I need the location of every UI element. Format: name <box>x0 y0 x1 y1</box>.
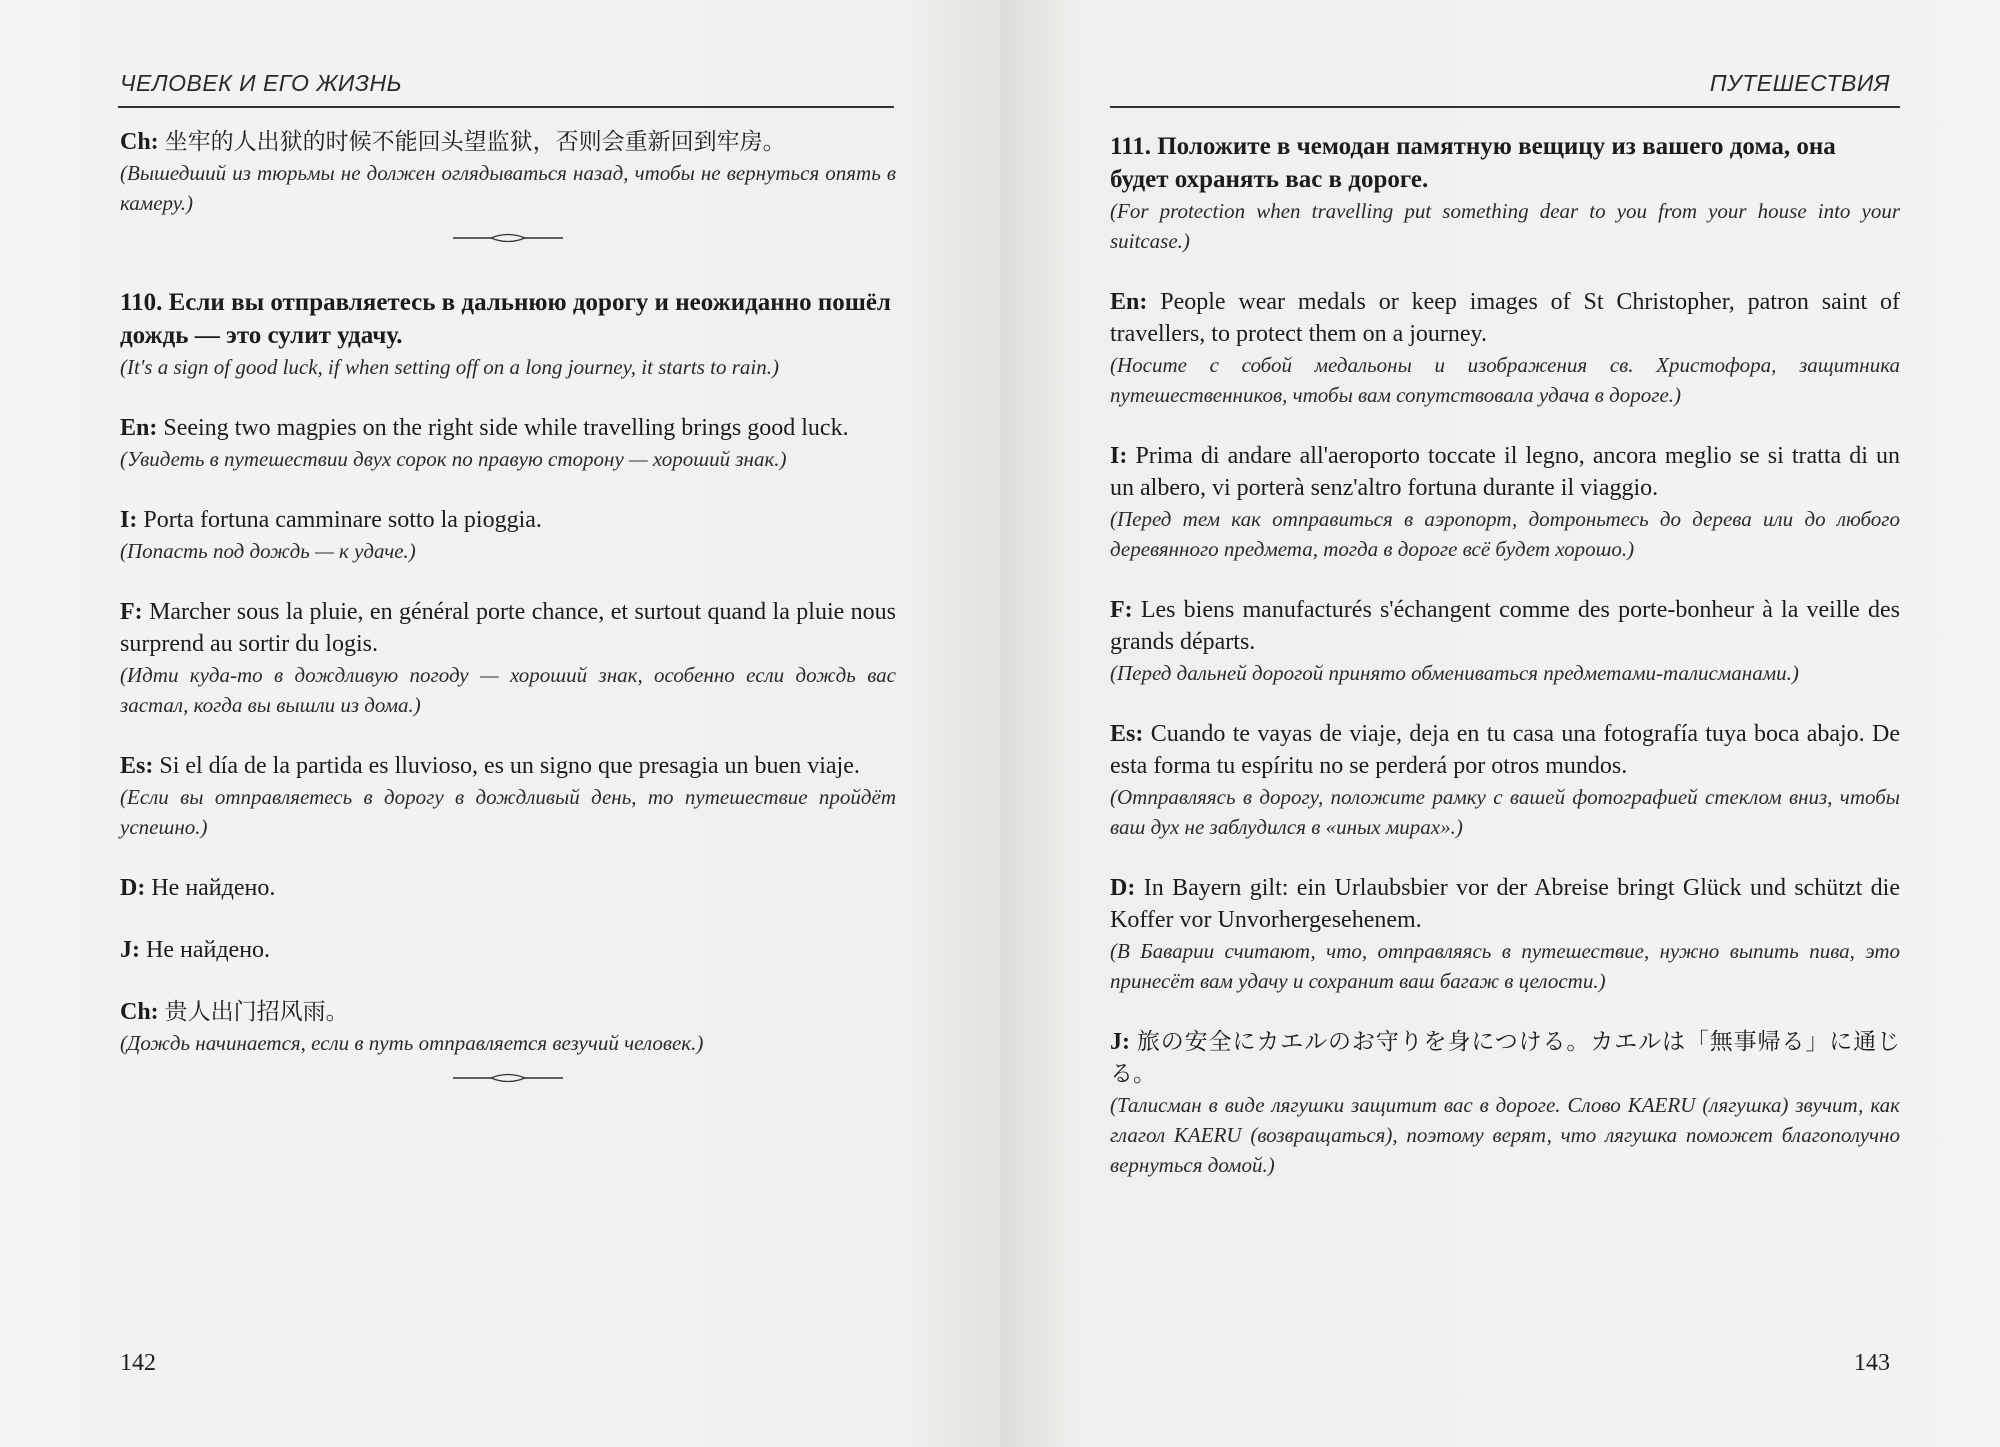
item-text: Cuando te vayas de viaje, deja en tu casa una fotografía tuya boca abajo. De esta forma tu espíritu no se perderá por otros mundos. <box>1110 721 1901 779</box>
entry-heading: 110. Если вы отправляетесь в дальнюю дорогу и неожиданно пошёл дождь — это сулит удачу. <box>120 289 891 349</box>
entry-text: 坐牢的人出狱的时候不能回头望监狱，否则会重新回到牢房。 <box>164 129 786 155</box>
item-text: Не найдено. <box>151 875 276 901</box>
item-zh <box>120 996 896 1058</box>
language-code: F: <box>120 599 143 625</box>
item-translation: (Идти куда-то в дождливую погоду — хороший знак, особенно если дождь вас застал, когда вы вышли из дома.) <box>120 663 896 717</box>
language-code: Ch: <box>120 999 159 1025</box>
language-code: J: <box>1110 1029 1130 1055</box>
item-translation: (Попасть под дождь — к удаче.) <box>120 539 416 563</box>
ornament-divider <box>120 1070 896 1086</box>
header-rule <box>118 106 894 108</box>
language-code: Ch: <box>120 129 159 155</box>
item-translation: (Отправляясь в дорогу, положите рамку с вашей фотографией стеклом вниз, чтобы ваш дух не заблудился в «иных мирах».) <box>1110 785 1900 839</box>
item-translation: (Талисман в виде лягушки защитит вас в дороге. Слово KAERU (лягушка) звучит, как глагол KAERU (возвращаться), поэтому верят, что лягушка поможет благополучно вернуться домой.) <box>1110 1093 1900 1177</box>
left-page-content <box>120 126 896 1126</box>
language-code: F: <box>1110 597 1133 623</box>
entry-111-header <box>1110 130 1900 256</box>
item-es <box>120 750 896 842</box>
language-code: En: <box>120 415 158 441</box>
item-text: 贵人出门招风雨。 <box>164 999 349 1025</box>
item-text: Si el día de la partida es lluvioso, es un signo que presagia un buen viaje. <box>159 753 860 779</box>
item-translation: (Увидеть в путешествии двух сорок по правую сторону — хороший знак.) <box>120 447 787 471</box>
item-fr <box>120 596 896 720</box>
entry-translation: (Вышедший из тюрьмы не должен оглядываться назад, чтобы не вернуться опять в камеру.) <box>120 161 896 215</box>
item-translation: (В Баварии считают, что, отправляясь в путешествие, нужно выпить пива, это принесёт вам удачу и сохранит ваш багаж в целости.) <box>1110 939 1900 993</box>
item-text: Не найдено. <box>146 937 271 963</box>
entry-heading: 111. Положите в чемодан памятную вещицу из вашего дома, она будет охранять вас в дороге. <box>1110 133 1836 193</box>
running-head: ЧЕЛОВЕК И ЕГО ЖИЗНЬ <box>120 70 403 96</box>
item-translation: (Дождь начинается, если в путь отправляется везучий человек.) <box>120 1031 704 1055</box>
item-text: Marcher sous la pluie, en général porte chance, et surtout quand la pluie nous surprend au sortir du logis. <box>120 599 897 657</box>
item-it <box>1110 440 1900 564</box>
language-code: Es: <box>120 753 154 779</box>
item-text: 旅の安全にカエルのお守りを身につける。カエルは「無事帰る」に通じる。 <box>1110 1029 1900 1087</box>
ornament-divider <box>120 230 896 246</box>
running-head: ПУТЕШЕСТВИЯ <box>1709 70 1890 96</box>
right-page <box>1000 0 2000 1447</box>
header-rule <box>1110 106 1900 108</box>
language-code: I: <box>1110 443 1128 469</box>
item-text: People wear medals or keep images of St Christopher, patron saint of travellers, to protect them on a journey. <box>1110 289 1900 347</box>
item-fr <box>1110 594 1900 688</box>
item-text: Seeing two magpies on the right side while travelling brings good luck. <box>163 415 849 441</box>
entry-ch-top <box>120 126 896 218</box>
item-translation: (Носите с собой медальоны и изображения св. Христофора, защитника путешественников, чтобы вам сопутствовала удача в дороге.) <box>1110 353 1900 407</box>
language-code: En: <box>1110 289 1148 315</box>
item-de <box>120 872 896 904</box>
language-code: J: <box>120 937 140 963</box>
item-ja <box>120 934 896 966</box>
item-text: Les biens manufacturés s'échangent comme des porte-bonheur à la veille des grands départs. <box>1110 597 1900 655</box>
item-ja <box>1110 1026 1900 1180</box>
page-number: 143 <box>1854 1350 1890 1376</box>
right-page-content <box>1110 130 1900 1210</box>
language-code: D: <box>120 875 146 901</box>
entry-heading-translation: (It's a sign of good luck, if when setting off on a long journey, it starts to rain.) <box>120 355 779 379</box>
item-text: In Bayern gilt: ein Urlaubsbier vor der Abreise bringt Glück und schützt die Koffer vor Unvorhergesehenem. <box>1110 875 1900 933</box>
item-text: Prima di andare all'aeroporto toccate il legno, ancora meglio se si tratta di un un albero, vi porterà senz'altro fortuna durante il viaggio. <box>1110 443 1901 501</box>
item-translation: (Перед тем как отправиться в аэропорт, дотроньтесь до дерева или до любого деревянного предмета, тогда в дороге всё будет хорошо.) <box>1110 507 1900 561</box>
item-en <box>120 412 896 474</box>
item-translation: (Перед дальней дорогой принято обмениваться предметами-талисманами.) <box>1110 661 1799 685</box>
item-de <box>1110 872 1900 996</box>
entry-110-header <box>120 286 896 382</box>
language-code: I: <box>120 507 138 533</box>
item-it <box>120 504 896 566</box>
item-translation: (Если вы отправляетесь в дорогу в дождливый день, то путешествие пройдёт успешно.) <box>120 785 896 839</box>
page-number: 142 <box>120 1350 156 1376</box>
entry-heading-translation: (For protection when travelling put something dear to you from your house into your suitcase.) <box>1110 199 1900 253</box>
item-es <box>1110 718 1900 842</box>
item-en <box>1110 286 1900 410</box>
language-code: Es: <box>1110 721 1144 747</box>
item-text: Porta fortuna camminare sotto la pioggia. <box>143 507 542 533</box>
language-code: D: <box>1110 875 1136 901</box>
